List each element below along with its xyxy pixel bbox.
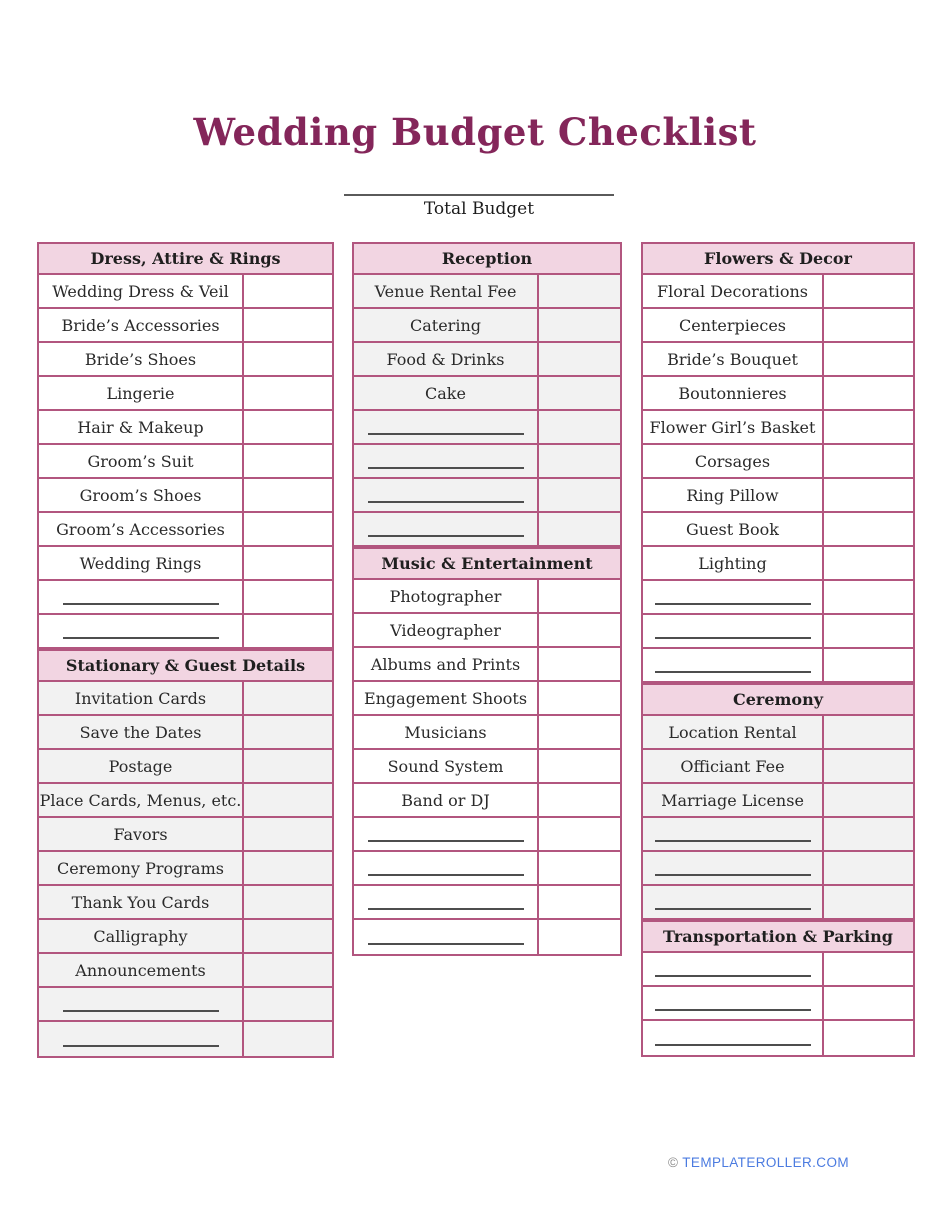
table-row — [643, 479, 913, 513]
item-label: Postage — [108, 756, 173, 776]
item-label-cell — [354, 614, 539, 646]
item-label: Corsages — [694, 451, 771, 471]
fill-in-line — [368, 419, 524, 435]
table-row — [39, 750, 332, 784]
amount-cell — [824, 513, 913, 545]
item-label-cell — [39, 377, 244, 409]
amount-cell — [244, 275, 332, 307]
item-label: Invitation Cards — [74, 688, 207, 708]
item-label-cell — [39, 920, 244, 952]
item-label-cell — [354, 716, 539, 748]
table-row — [354, 818, 620, 852]
item-label-cell — [643, 411, 824, 443]
table-row — [39, 513, 332, 547]
table-row — [643, 649, 913, 683]
table-row — [354, 784, 620, 818]
table-row — [354, 513, 620, 547]
amount-cell — [244, 1022, 332, 1056]
item-label-cell — [643, 649, 824, 681]
item-label-cell — [39, 513, 244, 545]
table-row — [39, 988, 332, 1022]
table-row — [643, 750, 913, 784]
table-row — [643, 411, 913, 445]
section-header: Flowers & Decor — [643, 244, 913, 275]
item-label-cell — [354, 513, 539, 545]
amount-cell — [244, 513, 332, 545]
item-label-cell — [39, 411, 244, 443]
item-label-cell — [354, 784, 539, 816]
item-label-cell — [354, 580, 539, 612]
total-budget-fill-line — [344, 168, 614, 196]
item-label-cell — [39, 309, 244, 341]
item-label-cell — [354, 920, 539, 954]
section-header: Music & Entertainment — [354, 547, 620, 580]
table-row — [39, 309, 332, 343]
table-row — [643, 818, 913, 852]
item-label-cell — [643, 886, 824, 918]
table-row — [354, 852, 620, 886]
table-row — [39, 445, 332, 479]
item-label: Band or DJ — [401, 790, 490, 810]
table-row — [39, 547, 332, 581]
item-label: Lighting — [698, 553, 767, 573]
item-label: Save the Dates — [79, 722, 202, 742]
item-label-cell — [39, 852, 244, 884]
amount-cell — [244, 988, 332, 1020]
item-label-cell — [39, 581, 244, 613]
amount-cell — [824, 1021, 913, 1055]
table-row — [39, 411, 332, 445]
table-row — [39, 615, 332, 649]
table-row — [39, 852, 332, 886]
fill-in-line — [368, 860, 524, 876]
item-label-cell — [39, 886, 244, 918]
templateroller-link[interactable]: TEMPLATEROLLER.COM — [682, 1155, 849, 1170]
item-label: Wedding Dress & Veil — [52, 281, 229, 301]
item-label-cell — [354, 852, 539, 884]
copyright-symbol: © — [667, 1155, 679, 1170]
item-label-cell — [354, 818, 539, 850]
item-label-cell — [39, 1022, 244, 1056]
amount-cell — [539, 614, 620, 646]
fill-in-line — [655, 995, 811, 1011]
table-row — [354, 580, 620, 614]
amount-cell — [539, 682, 620, 714]
table-row — [643, 581, 913, 615]
item-label: Guest Book — [686, 519, 779, 539]
item-label: Location Rental — [668, 722, 797, 742]
item-label: Floral Decorations — [656, 281, 808, 301]
item-label: Engagement Shoots — [363, 688, 528, 708]
fill-in-line — [655, 657, 811, 673]
section-header: Dress, Attire & Rings — [39, 244, 332, 275]
item-label-cell — [39, 988, 244, 1020]
item-label: Announcements — [75, 960, 206, 980]
amount-cell — [244, 309, 332, 341]
table-row — [354, 377, 620, 411]
table-row — [643, 445, 913, 479]
item-label-cell — [354, 343, 539, 375]
table-row — [39, 377, 332, 411]
amount-cell — [244, 445, 332, 477]
amount-cell — [244, 784, 332, 816]
table-column-right — [641, 242, 915, 1057]
amount-cell — [824, 615, 913, 647]
section-header: Stationary & Guest Details — [39, 649, 332, 682]
table-row — [643, 547, 913, 581]
page-title: Wedding Budget Checklist — [193, 110, 757, 154]
amount-cell — [539, 818, 620, 850]
fill-in-line — [368, 453, 524, 469]
section-header: Reception — [354, 244, 620, 275]
fill-in-line — [368, 929, 524, 945]
fill-in-line — [655, 623, 811, 639]
item-label-cell — [354, 886, 539, 918]
item-label: Marriage License — [661, 790, 804, 810]
amount-cell — [539, 784, 620, 816]
amount-cell — [244, 716, 332, 748]
table-row — [643, 953, 913, 987]
item-label-cell — [39, 343, 244, 375]
item-label-cell — [354, 309, 539, 341]
amount-cell — [244, 547, 332, 579]
amount-cell — [824, 479, 913, 511]
amount-cell — [824, 987, 913, 1019]
fill-in-line — [63, 996, 219, 1012]
amount-cell — [824, 547, 913, 579]
amount-cell — [824, 953, 913, 985]
item-label: Ring Pillow — [686, 485, 779, 505]
item-label: Bride’s Shoes — [84, 349, 197, 369]
table-row — [354, 445, 620, 479]
amount-cell — [244, 682, 332, 714]
table-row — [643, 615, 913, 649]
item-label-cell — [39, 750, 244, 782]
amount-cell — [824, 377, 913, 409]
table-row — [643, 886, 913, 920]
fill-in-line — [655, 1030, 811, 1046]
table-row — [643, 716, 913, 750]
table-row — [39, 886, 332, 920]
item-label-cell — [643, 615, 824, 647]
item-label-cell — [39, 784, 244, 816]
item-label-cell — [354, 479, 539, 511]
table-row — [39, 954, 332, 988]
amount-cell — [539, 309, 620, 341]
amount-cell — [244, 920, 332, 952]
amount-cell — [824, 886, 913, 918]
fill-in-line — [368, 894, 524, 910]
table-row — [354, 920, 620, 954]
item-label: Cake — [425, 383, 466, 403]
table-row — [354, 614, 620, 648]
section-header: Transportation & Parking — [643, 920, 913, 953]
amount-cell — [824, 852, 913, 884]
amount-cell — [244, 954, 332, 986]
item-label-cell — [643, 513, 824, 545]
item-label-cell — [643, 445, 824, 477]
fill-in-line — [368, 826, 524, 842]
item-label-cell — [354, 445, 539, 477]
fill-in-line — [63, 623, 219, 639]
item-label: Boutonnieres — [678, 383, 787, 403]
item-label-cell — [643, 309, 824, 341]
item-label: Bride’s Accessories — [61, 315, 220, 335]
table-row — [39, 581, 332, 615]
amount-cell — [539, 716, 620, 748]
item-label-cell — [39, 954, 244, 986]
amount-cell — [539, 750, 620, 782]
table-row — [643, 309, 913, 343]
table-row — [39, 1022, 332, 1056]
item-label-cell — [643, 275, 824, 307]
item-label: Videographer — [390, 620, 501, 640]
table-row — [643, 275, 913, 309]
table-row — [39, 818, 332, 852]
item-label-cell — [39, 479, 244, 511]
table-row — [643, 852, 913, 886]
item-label: Photographer — [389, 586, 502, 606]
item-label: Flower Girl’s Basket — [649, 417, 816, 437]
table-row — [354, 682, 620, 716]
amount-cell — [539, 479, 620, 511]
table-row — [39, 275, 332, 309]
item-label: Groom’s Suit — [87, 451, 194, 471]
item-label-cell — [643, 818, 824, 850]
amount-cell — [824, 275, 913, 307]
item-label-cell — [39, 275, 244, 307]
fill-in-line — [368, 521, 524, 537]
table-row — [354, 716, 620, 750]
item-label: Albums and Prints — [370, 654, 521, 674]
table-row — [354, 886, 620, 920]
table-row — [354, 479, 620, 513]
table-row — [39, 682, 332, 716]
table-row — [354, 648, 620, 682]
item-label-cell — [643, 377, 824, 409]
table-row — [354, 343, 620, 377]
item-label: Hair & Makeup — [77, 417, 204, 437]
table-row — [643, 343, 913, 377]
table-row — [39, 920, 332, 954]
item-label-cell — [643, 547, 824, 579]
item-label-cell — [643, 716, 824, 748]
fill-in-line — [655, 589, 811, 605]
fill-in-line — [655, 894, 811, 910]
fill-in-line — [368, 487, 524, 503]
total-budget-label: Total Budget — [423, 199, 535, 219]
table-row — [39, 479, 332, 513]
table-row — [354, 411, 620, 445]
amount-cell — [244, 411, 332, 443]
item-label-cell — [354, 377, 539, 409]
table-row — [39, 716, 332, 750]
amount-cell — [539, 275, 620, 307]
item-label: Centerpieces — [678, 315, 787, 335]
table-row — [643, 784, 913, 818]
amount-cell — [244, 750, 332, 782]
amount-cell — [539, 852, 620, 884]
item-label-cell — [643, 784, 824, 816]
amount-cell — [539, 411, 620, 443]
item-label: Favors — [113, 824, 168, 844]
table-row — [354, 275, 620, 309]
table-row — [354, 309, 620, 343]
item-label: Wedding Rings — [79, 553, 202, 573]
item-label-cell — [354, 275, 539, 307]
fill-in-line — [63, 589, 219, 605]
amount-cell — [539, 920, 620, 954]
amount-cell — [539, 648, 620, 680]
footer — [616, 1155, 901, 1170]
item-label-cell — [39, 547, 244, 579]
item-label: Food & Drinks — [386, 349, 505, 369]
table-row — [643, 987, 913, 1021]
item-label-cell — [643, 750, 824, 782]
fill-in-line — [655, 860, 811, 876]
amount-cell — [244, 377, 332, 409]
amount-cell — [539, 580, 620, 612]
item-label-cell — [354, 750, 539, 782]
item-label: Thank You Cards — [71, 892, 210, 912]
amount-cell — [244, 886, 332, 918]
amount-cell — [824, 818, 913, 850]
amount-cell — [539, 445, 620, 477]
amount-cell — [539, 377, 620, 409]
item-label: Groom’s Shoes — [79, 485, 202, 505]
item-label-cell — [643, 987, 824, 1019]
table-row — [643, 377, 913, 411]
item-label: Catering — [410, 315, 481, 335]
amount-cell — [824, 445, 913, 477]
amount-cell — [824, 649, 913, 681]
fill-in-line — [63, 1031, 219, 1047]
amount-cell — [244, 479, 332, 511]
item-label: Bride’s Bouquet — [667, 349, 798, 369]
item-label: Ceremony Programs — [57, 858, 224, 878]
table-row — [643, 1021, 913, 1055]
table-column-left — [37, 242, 334, 1058]
item-label-cell — [39, 818, 244, 850]
table-row — [354, 750, 620, 784]
item-label-cell — [643, 581, 824, 613]
item-label-cell — [354, 411, 539, 443]
item-label: Musicians — [404, 722, 487, 742]
amount-cell — [824, 309, 913, 341]
item-label: Venue Rental Fee — [374, 281, 517, 301]
fill-in-line — [655, 826, 811, 842]
section-header: Ceremony — [643, 683, 913, 716]
amount-cell — [244, 818, 332, 850]
item-label-cell — [643, 852, 824, 884]
item-label-cell — [643, 1021, 824, 1055]
amount-cell — [539, 513, 620, 545]
amount-cell — [824, 784, 913, 816]
item-label-cell — [643, 953, 824, 985]
item-label-cell — [39, 615, 244, 647]
item-label-cell — [39, 716, 244, 748]
item-label-cell — [643, 479, 824, 511]
amount-cell — [244, 852, 332, 884]
item-label: Officiant Fee — [680, 756, 785, 776]
table-row — [39, 784, 332, 818]
item-label: Groom’s Accessories — [56, 519, 225, 539]
item-label-cell — [354, 648, 539, 680]
amount-cell — [824, 750, 913, 782]
amount-cell — [244, 615, 332, 647]
table-row — [39, 343, 332, 377]
item-label-cell — [39, 682, 244, 714]
item-label-cell — [354, 682, 539, 714]
item-label: Sound System — [387, 756, 504, 776]
total-budget-field — [344, 168, 614, 219]
amount-cell — [824, 411, 913, 443]
item-label: Lingerie — [106, 383, 175, 403]
amount-cell — [244, 343, 332, 375]
item-label-cell — [643, 343, 824, 375]
amount-cell — [539, 886, 620, 918]
table-row — [643, 513, 913, 547]
amount-cell — [824, 716, 913, 748]
amount-cell — [824, 581, 913, 613]
fill-in-line — [655, 961, 811, 977]
table-column-middle — [352, 242, 622, 956]
amount-cell — [539, 343, 620, 375]
amount-cell — [824, 343, 913, 375]
item-label: Calligraphy — [93, 926, 188, 946]
item-label: Place Cards, Menus, etc. — [39, 790, 242, 810]
item-label-cell — [39, 445, 244, 477]
amount-cell — [244, 581, 332, 613]
